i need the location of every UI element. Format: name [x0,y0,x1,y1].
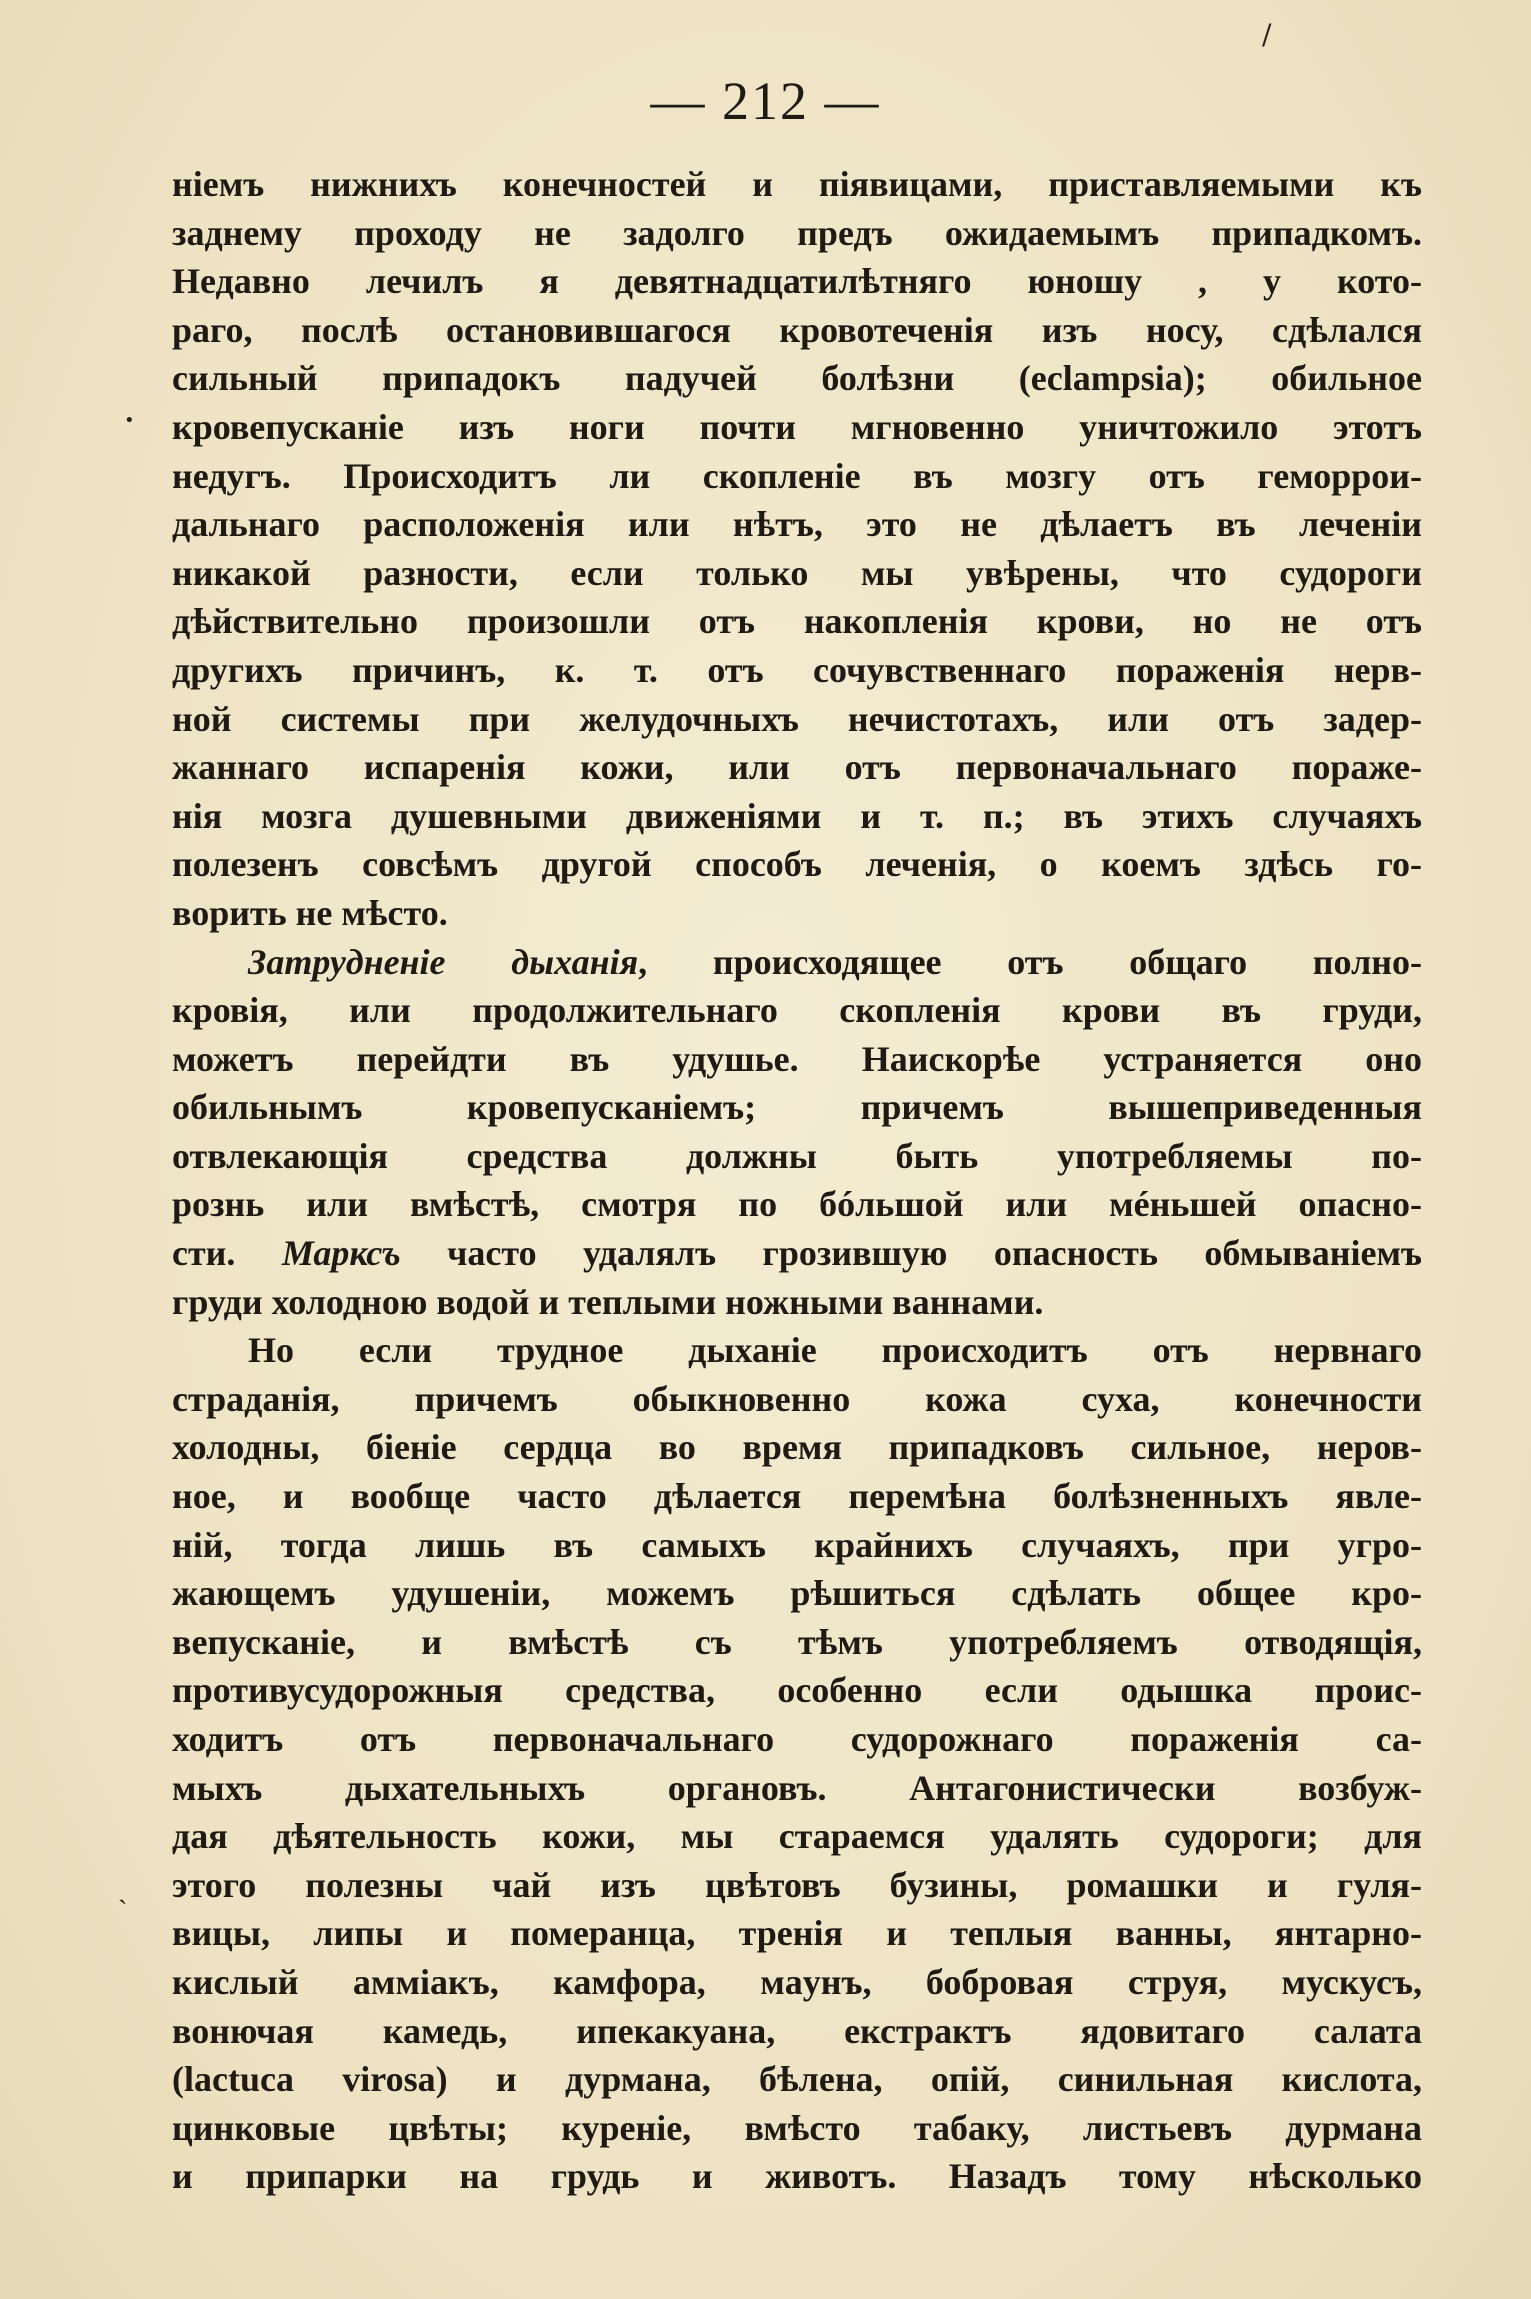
text-line: обильнымъ кровепусканіемъ; причемъ вышеприведенныя [172,1087,1422,1128]
text-line: можетъ перейдти въ удушье. Наискорѣе устраняется оно [172,1038,1422,1079]
text-line: страданія, причемъ обыкновенно кожа суха, конечности [172,1378,1422,1419]
margin-mark-dot: • [124,410,135,431]
italic-phrase: Марксъ [281,1233,401,1274]
text-line: вонючая камедь, ипекакуана, екстрактъ ядовитаго салата [172,2010,1422,2051]
text-line: ной системы при желудочныхъ нечистотахъ, или отъ задер- [172,698,1422,739]
text-line: нія мозга душевными движеніями и т. п.; въ этихъ случаяхъ [172,795,1422,836]
text-line: дая дѣятельность кожи, мы стараемся удалять судороги; для [172,1816,1422,1857]
body-text [172,160,1422,2201]
text-line: кровія, или продолжительнаго скопленія крови въ груди, [172,990,1422,1031]
text-line: ное, и вообще часто дѣлается перемѣна болѣзненныхъ явле- [172,1476,1422,1517]
italic-phrase: Затрудненіе дыханія [248,941,639,982]
text-line: Недавно лечилъ я девятнадцатилѣтняго юношу , у кото- [172,261,1422,302]
text-line: дѣйствительно произошли отъ накопленія крови, но не отъ [172,601,1422,642]
text-line: кислый аммiакъ, камфора, мaунъ, бобровая струя, мускусъ, [172,1961,1422,2002]
text-line: рознь или вмѣстѣ, смотря по бóльшой или мéньшей опасно- [172,1184,1422,1225]
text-line: Затрудненіе дыханія, происходящее отъ общаго полно- [248,941,1423,982]
text-line: сильный припадокъ падучей болѣзни (eclampsia); обильное [172,358,1422,399]
text-line: заднему проходу не задолго предъ ожидаемымъ припадкомъ. [172,212,1422,253]
text-line: ворить не мѣсто. [172,892,448,933]
text-line: противусудорожныя средства, особенно если одышка проис- [172,1670,1422,1711]
text-line: холодны, біеніе сердца во время припадковъ сильное, неров- [172,1427,1422,1468]
text-line: Но если трудное дыханіе происходитъ отъ нервнаго [248,1330,1422,1371]
text-line: вепусканіе, и вмѣстѣ съ тѣмъ употребляемъ отводящія, [172,1621,1422,1662]
text-line: цинковые цвѣты; куреніе, вмѣсто табаку, листьевъ дурмана [172,2107,1422,2148]
text-line: недугъ. Происходитъ ли скопленіе въ мозгу отъ геморрои- [172,455,1422,496]
text-line: мыхъ дыхательныхъ органовъ. Антагонистически возбуж- [172,1767,1422,1808]
text-line: ній, тогда лишь въ самыхъ крайнихъ случаяхъ, при угро- [172,1524,1422,1565]
text-line: груди холодною водой и теплыми ножными ваннами. [172,1281,1044,1322]
text-line: никакой разности, если только мы увѣрены, что судороги [172,552,1422,593]
text-line: дальнаго расположенія или нѣтъ, это не дѣлаетъ въ леченіи [172,504,1422,545]
margin-mark-top-right: / [1262,18,1272,51]
text-line: полезенъ совсѣмъ другой способъ леченія, о коемъ здѣсь го- [172,844,1422,885]
text-line: ходитъ отъ первоначальнаго судорожнаго пораженія са- [172,1719,1422,1759]
text-line: этого полезны чай изъ цвѣтовъ бузины, ромашки и гуля- [172,1864,1422,1905]
text-line: жающемъ удушеніи, можемъ рѣшиться сдѣлать общее кро- [172,1573,1422,1614]
text-line: и припарки на грудь и животъ. Назадъ тому нѣсколько [172,2156,1422,2197]
text-line: кровепусканіе изъ ноги почти мгновенно уничтожило этотъ [172,406,1422,447]
text-line: жаннаго испаренія кожи, или отъ первоначальнаго пораже- [172,747,1422,788]
text-line: сти. Марксъ часто удалялъ грозившую опасность обмываніемъ [172,1233,1423,1274]
page-number: — 212 — [650,71,881,131]
text-line: другихъ причинъ, к. т. отъ сочувственнаго пораженія нерв- [172,649,1422,690]
text-line: (lactuca virosa) и дурмана, бѣлена, опій, синильная кислота, [172,2059,1422,2100]
text-line: вицы, липы и померанца, тренія и теплыя ванны, янтарно- [172,1913,1422,1954]
text-line: раго, послѣ остановившагося кровотеченія изъ носу, сдѣлался [172,309,1422,350]
text-line: ніемъ нижнихъ конечностей и піявицами, приставляемыми къ [172,164,1422,204]
text-line: отвлекающія средства должны быть употребляемы по- [172,1135,1422,1176]
margin-mark-tick: ˎ [118,1872,128,1905]
